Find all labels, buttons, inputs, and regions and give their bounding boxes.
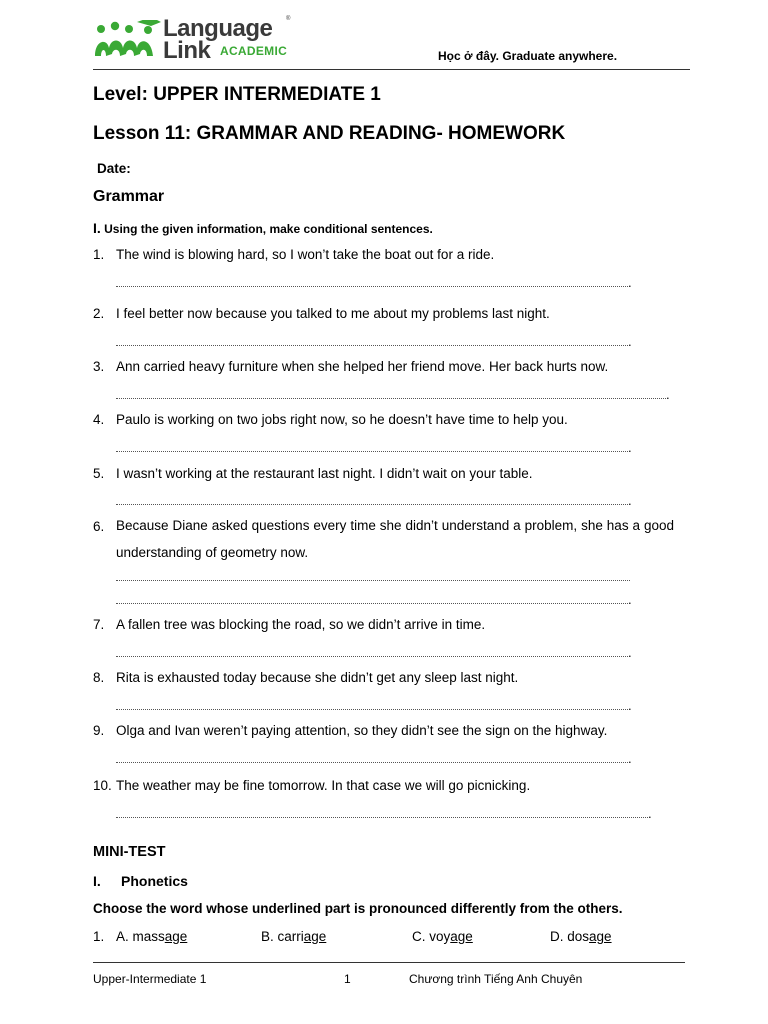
question-number: 3.	[93, 359, 105, 374]
answer-line[interactable]	[116, 504, 628, 505]
people-logo-icon	[93, 20, 161, 58]
question-text: Paulo is working on two jobs right now, so he doesn’t have time to help you.	[116, 412, 568, 427]
question-number: 6.	[93, 519, 105, 534]
question-number: 4.	[93, 412, 105, 427]
question-text: I wasn’t working at the restaurant last night. I didn’t wait on your table.	[116, 466, 533, 481]
question-text: Ann carried heavy furniture when she helped her friend move. Her back hurts now.	[116, 359, 609, 374]
registered-mark: ®	[286, 16, 291, 22]
answer-line[interactable]	[116, 451, 628, 452]
question-text: A fallen tree was blocking the road, so we didn’t arrive in time.	[116, 617, 486, 632]
question-number: 8.	[93, 670, 105, 685]
answer-line[interactable]	[116, 286, 628, 287]
question-number: 1.	[93, 247, 105, 262]
section-number: I.	[93, 873, 101, 889]
brand-name-line2: Link	[163, 37, 211, 64]
minitest-heading: MINI-TEST	[93, 844, 166, 860]
brand-name-line1: Language	[163, 15, 273, 42]
question-number: 2.	[93, 306, 105, 321]
option-a[interactable]: A. massage	[116, 929, 188, 944]
question-text: The weather may be fine tomorrow. In that case we will go picnicking.	[116, 778, 531, 793]
instruction-text: Using the given information, make conditional sentences.	[104, 222, 433, 236]
phonetics-instruction: Choose the word whose underlined part is pronounced differently from the others.	[93, 901, 623, 916]
date-label: Date:	[97, 161, 131, 176]
answer-line[interactable]	[116, 656, 628, 657]
question-number: 1.	[93, 929, 105, 944]
question-number: 10.	[93, 778, 112, 793]
footer-program: Chương trình Tiếng Anh Chuyên	[409, 972, 583, 986]
question-text: Because Diane asked questions every time she didn’t understand a problem, she has a good understanding of geometry now.	[116, 518, 674, 560]
answer-line[interactable]	[116, 709, 628, 710]
grammar-heading: Grammar	[93, 188, 165, 205]
footer-course: Upper-Intermediate 1	[93, 972, 207, 986]
footer-divider	[93, 962, 685, 963]
section-title: Phonetics	[121, 873, 188, 889]
answer-line[interactable]	[116, 398, 666, 399]
answer-line[interactable]	[116, 817, 648, 818]
option-d[interactable]: D. dosage	[550, 929, 612, 944]
question-number: 9.	[93, 723, 105, 738]
question-number: 5.	[93, 466, 105, 481]
answer-line[interactable]	[116, 580, 630, 581]
brand-name-line3: ACADEMIC	[220, 44, 288, 58]
instruction	[93, 220, 433, 236]
phonetics-heading	[93, 873, 188, 889]
question-text: The wind is blowing hard, so I won’t take the boat out for a ride.	[116, 247, 495, 262]
option-c[interactable]: C. voyage	[412, 929, 473, 944]
answer-line[interactable]	[116, 762, 628, 763]
question-number: 7.	[93, 617, 105, 632]
instruction-number: I.	[93, 220, 101, 236]
question-text: Rita is exhausted today because she didn’t get any sleep last night.	[116, 670, 519, 685]
answer-line[interactable]	[116, 603, 628, 604]
question-text: I feel better now because you talked to me about my problems last night.	[116, 306, 550, 321]
answer-line[interactable]	[116, 345, 628, 346]
language-link-logo	[93, 14, 303, 64]
page-number: 1	[344, 972, 351, 986]
question-text: Olga and Ivan weren’t paying attention, so they didn’t see the sign on the highway.	[116, 723, 608, 738]
lesson-title: Lesson 11: GRAMMAR AND READING- HOMEWORK	[93, 123, 566, 144]
tagline: Học ở đây. Graduate anywhere.	[438, 49, 618, 63]
header-divider	[93, 69, 690, 70]
level-title: Level: UPPER INTERMEDIATE 1	[93, 84, 381, 105]
phonetics-question	[93, 929, 693, 947]
option-b[interactable]: B. carriage	[261, 929, 327, 944]
